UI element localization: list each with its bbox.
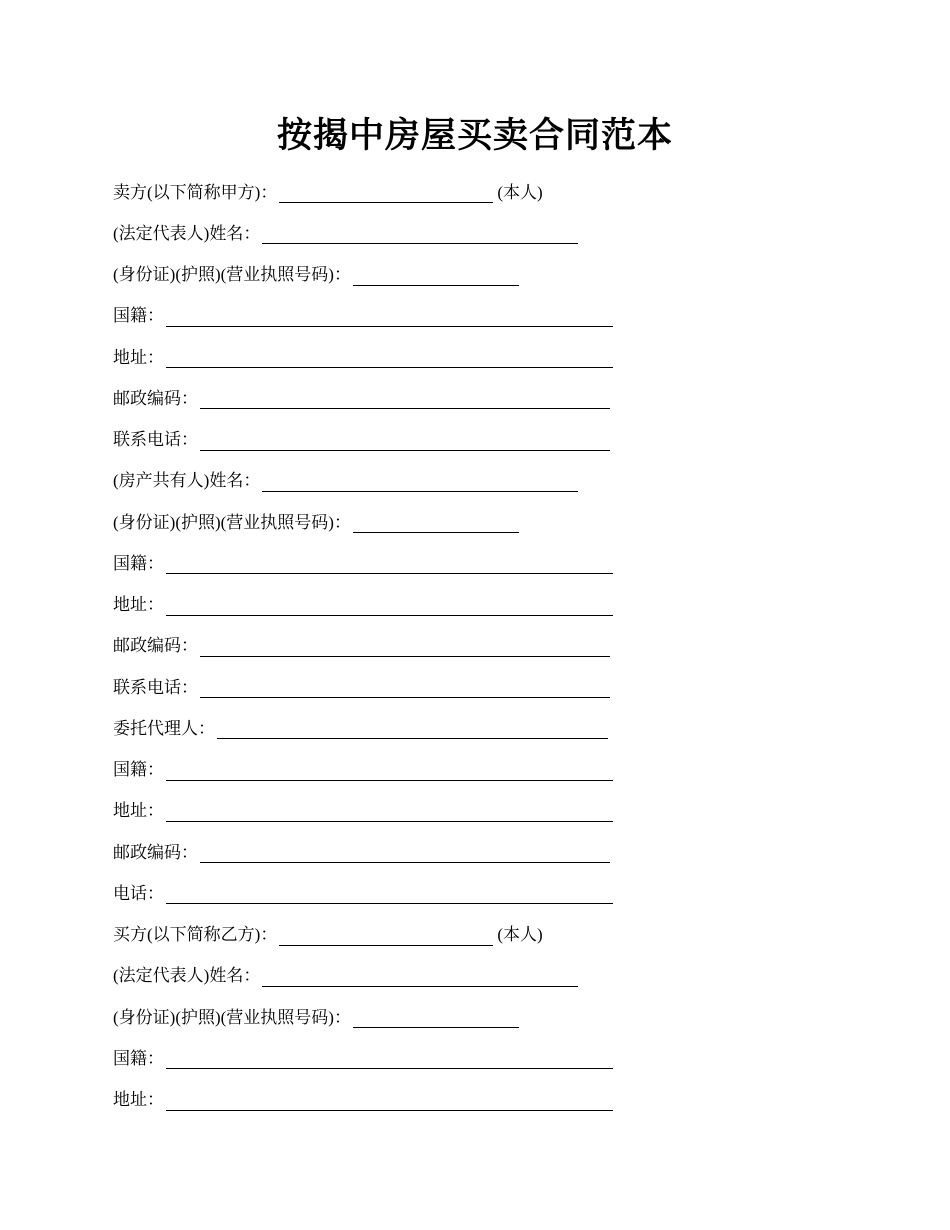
form-line-nationality xyxy=(113,1038,633,1079)
field-label: 地址： xyxy=(113,801,164,821)
field-label: (身份证)(护照)(营业执照号码)： xyxy=(113,512,351,532)
blank-line xyxy=(166,883,613,904)
field-label: 卖方(以下简称甲方)： xyxy=(113,182,278,202)
form-line-seller xyxy=(113,172,633,213)
field-label: 邮政编码： xyxy=(113,388,198,408)
form-line-address xyxy=(113,585,633,626)
blank-line xyxy=(200,677,610,698)
field-suffix: (本人) xyxy=(497,925,543,945)
form-line-nationality xyxy=(113,296,633,337)
field-label: (房产共有人)姓名： xyxy=(113,471,261,491)
field-label: 联系电话： xyxy=(113,430,198,450)
field-label: 电话： xyxy=(113,883,164,903)
blank-line xyxy=(353,1007,519,1028)
blank-line xyxy=(166,306,613,327)
field-label: 联系电话： xyxy=(113,677,198,697)
blank-line xyxy=(262,223,578,244)
blank-line xyxy=(166,801,613,822)
field-label: (身份证)(护照)(营业执照号码)： xyxy=(113,265,351,285)
form-line-nationality xyxy=(113,543,633,584)
field-label: 国籍： xyxy=(113,1048,164,1068)
field-label: 地址： xyxy=(113,1090,164,1110)
blank-line xyxy=(166,1090,613,1111)
form-line-phone xyxy=(113,667,633,708)
blank-line xyxy=(262,966,578,987)
form-line-postcode xyxy=(113,378,633,419)
field-label: 地址： xyxy=(113,595,164,615)
form-line-address xyxy=(113,1080,633,1121)
blank-line xyxy=(279,925,493,946)
form-line-legal-rep-name xyxy=(113,213,633,254)
form-line-id-number xyxy=(113,255,633,296)
form-line-phone xyxy=(113,873,633,914)
form-line-postcode xyxy=(113,832,633,873)
blank-line xyxy=(353,265,519,286)
blank-line xyxy=(166,595,613,616)
blank-line xyxy=(279,182,493,203)
field-label: 国籍： xyxy=(113,553,164,573)
form-line-id-number xyxy=(113,502,633,543)
form-line-address xyxy=(113,791,633,832)
form-line-buyer xyxy=(113,915,633,956)
document-title: 按揭中房屋买卖合同范本 xyxy=(276,116,673,155)
field-label: 邮政编码： xyxy=(113,636,198,656)
form-line-legal-rep-name xyxy=(113,956,633,997)
field-label: (法定代表人)姓名： xyxy=(113,223,261,243)
blank-line xyxy=(166,347,613,368)
field-label: (法定代表人)姓名： xyxy=(113,966,261,986)
blank-line xyxy=(200,388,610,409)
blank-line xyxy=(166,760,613,781)
field-label: 地址： xyxy=(113,347,164,367)
blank-line xyxy=(200,636,610,657)
field-suffix: (本人) xyxy=(497,182,543,202)
form-line-nationality xyxy=(113,750,633,791)
blank-line xyxy=(200,430,610,451)
form-line-address xyxy=(113,337,633,378)
field-label: 买方(以下简称乙方)： xyxy=(113,925,278,945)
form-line-postcode xyxy=(113,626,633,667)
blank-line xyxy=(262,471,578,492)
field-label: 委托代理人： xyxy=(113,718,215,738)
form-line-phone xyxy=(113,420,633,461)
blank-line xyxy=(353,512,519,533)
blank-line xyxy=(217,718,608,739)
field-label: 国籍： xyxy=(113,760,164,780)
field-label: 邮政编码： xyxy=(113,842,198,862)
field-label: 国籍： xyxy=(113,306,164,326)
form-line-co-owner-name xyxy=(113,461,633,502)
blank-line xyxy=(166,1048,613,1069)
form-line-agent xyxy=(113,708,633,749)
contract-party-form xyxy=(113,172,633,1121)
blank-line xyxy=(200,842,610,863)
form-line-id-number xyxy=(113,997,633,1038)
field-label: (身份证)(护照)(营业执照号码)： xyxy=(113,1007,351,1027)
blank-line xyxy=(166,553,613,574)
